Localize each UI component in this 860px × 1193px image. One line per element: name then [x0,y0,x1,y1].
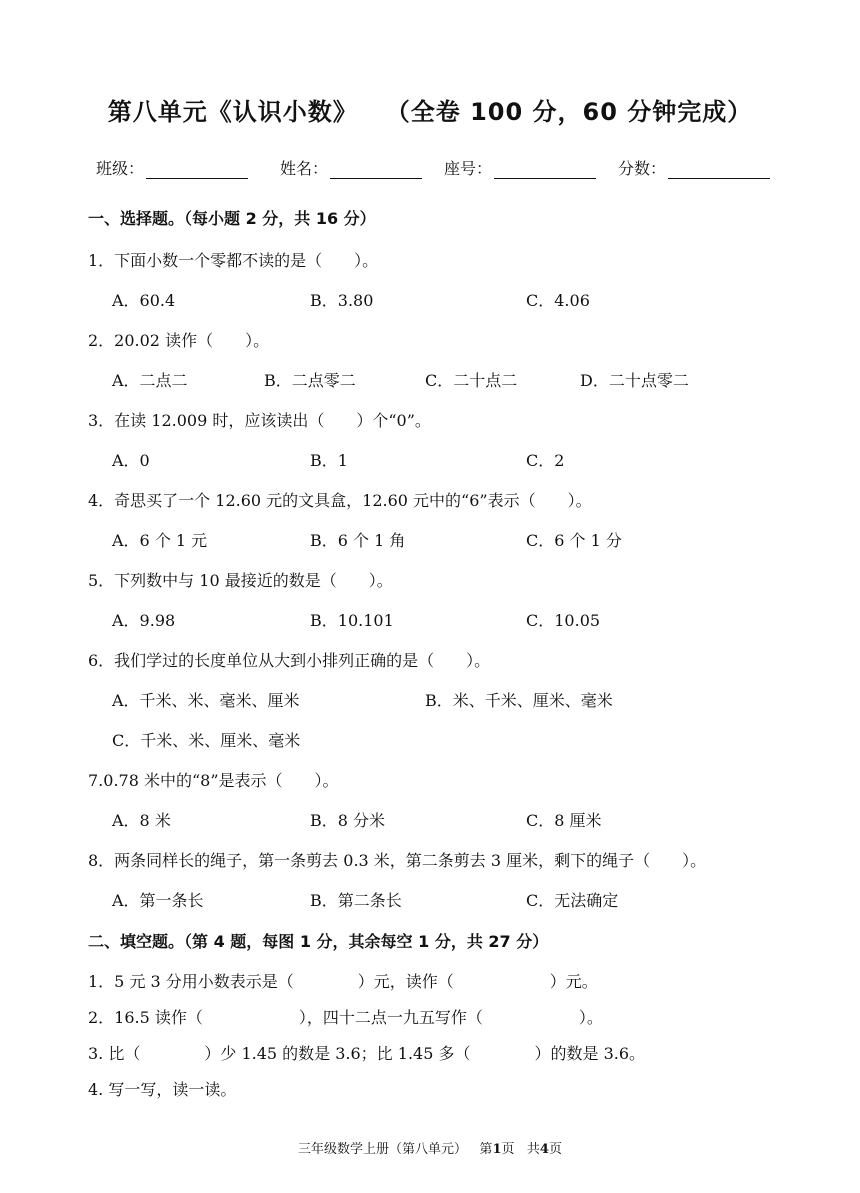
q6-option-c[interactable]: C．千米、米、厘米、毫米 [112,731,301,750]
q2-option-d[interactable]: D．二十点零二 [580,371,689,390]
q4-option-a[interactable]: A．6 个 1 元 [112,531,208,550]
q1-option-c[interactable]: C．4.06 [526,291,590,310]
student-info-row [96,156,776,180]
name-label: 姓名： [280,159,329,178]
footer-total-pages: 4 [539,1142,549,1157]
section2-heading: 二、填空题。（第 4 题，每图 1 分，其余每空 1 分，共 27 分） [88,932,549,951]
q4-option-b[interactable]: B．6 个 1 角 [310,531,406,550]
page-title [0,92,860,127]
score-label: 分数： [618,159,667,178]
q8-option-b[interactable]: B．第二条长 [310,891,402,910]
q7-option-a[interactable]: A．8 米 [112,811,171,830]
question-7: 7.0.78 米中的“8”是表示（ ）。 [88,771,339,790]
name-blank[interactable] [330,160,422,179]
question-4: 4．奇思买了一个 12.60 元的文具盒，12.60 元中的“6”表示（ ）。 [88,491,592,510]
page-footer [0,1138,860,1157]
question-2: 2．20.02 读作（ ）。 [88,331,270,350]
title-sub: （全卷 100 分，60 分钟完成） [385,98,753,126]
footer-page-suffix: 页 [501,1142,515,1157]
q1-option-b[interactable]: B．3.80 [310,291,374,310]
class-field[interactable] [96,156,248,179]
q4-option-c[interactable]: C．6 个 1 分 [526,531,622,550]
fill-question-1[interactable]: 1．5 元 3 分用小数表示是（ ）元，读作（ ）元。 [88,972,598,991]
footer-total-prefix: 共 [526,1142,540,1157]
q5-option-b[interactable]: B．10.101 [310,611,394,630]
seat-blank[interactable] [494,160,596,179]
q3-option-c[interactable]: C．2 [526,451,565,470]
q3-option-b[interactable]: B．1 [310,451,348,470]
q2-option-a[interactable]: A．二点二 [112,371,188,390]
question-8: 8．两条同样长的绳子，第一条剪去 0.3 米，第二条剪去 3 厘米，剩下的绳子（ ）。 [88,851,707,870]
seat-field[interactable] [444,156,596,179]
question-1: 1．下面小数一个零都不读的是（ ）。 [88,251,379,270]
name-field[interactable] [280,156,422,179]
q8-option-c[interactable]: C．无法确定 [526,891,619,910]
class-label: 班级： [96,159,145,178]
title-main: 第八单元《认识小数》 [107,98,358,126]
q2-option-b[interactable]: B．二点零二 [264,371,356,390]
footer-text: 三年级数学上册（第八单元） [298,1142,468,1157]
q5-option-c[interactable]: C．10.05 [526,611,601,630]
section1-heading: 一、选择题。（每小题 2 分，共 16 分） [88,209,376,228]
seat-label: 座号： [444,159,493,178]
score-blank[interactable] [668,160,770,179]
q5-option-a[interactable]: A．9.98 [112,611,176,630]
question-3: 3．在读 12.009 时，应该读出（ ）个“0”。 [88,411,431,430]
footer-page-number: 1 [492,1142,502,1157]
question-5: 5．下列数中与 10 最接近的数是（ ）。 [88,571,393,590]
class-blank[interactable] [146,160,248,179]
fill-question-3[interactable]: 3. 比（ ）少 1.45 的数是 3.6；比 1.45 多（ ）的数是 3.6。 [88,1044,646,1063]
q8-option-a[interactable]: A．第一条长 [112,891,204,910]
q6-option-a[interactable]: A．千米、米、毫米、厘米 [112,691,300,710]
question-6: 6．我们学过的长度单位从大到小排列正确的是（ ）。 [88,651,491,670]
q7-option-c[interactable]: C．8 厘米 [526,811,602,830]
q3-option-a[interactable]: A．0 [112,451,150,470]
footer-total-suffix: 页 [548,1142,562,1157]
q1-option-a[interactable]: A．60.4 [112,291,176,310]
fill-question-2[interactable]: 2．16.5 读作（ ），四十二点一九五写作（ ）。 [88,1008,603,1027]
fill-question-4: 4. 写一写，读一读。 [88,1080,237,1099]
q6-option-b[interactable]: B．米、千米、厘米、毫米 [425,691,613,710]
q7-option-b[interactable]: B．8 分米 [310,811,386,830]
footer-page-prefix: 第 [479,1142,493,1157]
q2-option-c[interactable]: C．二十点二 [425,371,518,390]
score-field[interactable] [618,156,770,179]
